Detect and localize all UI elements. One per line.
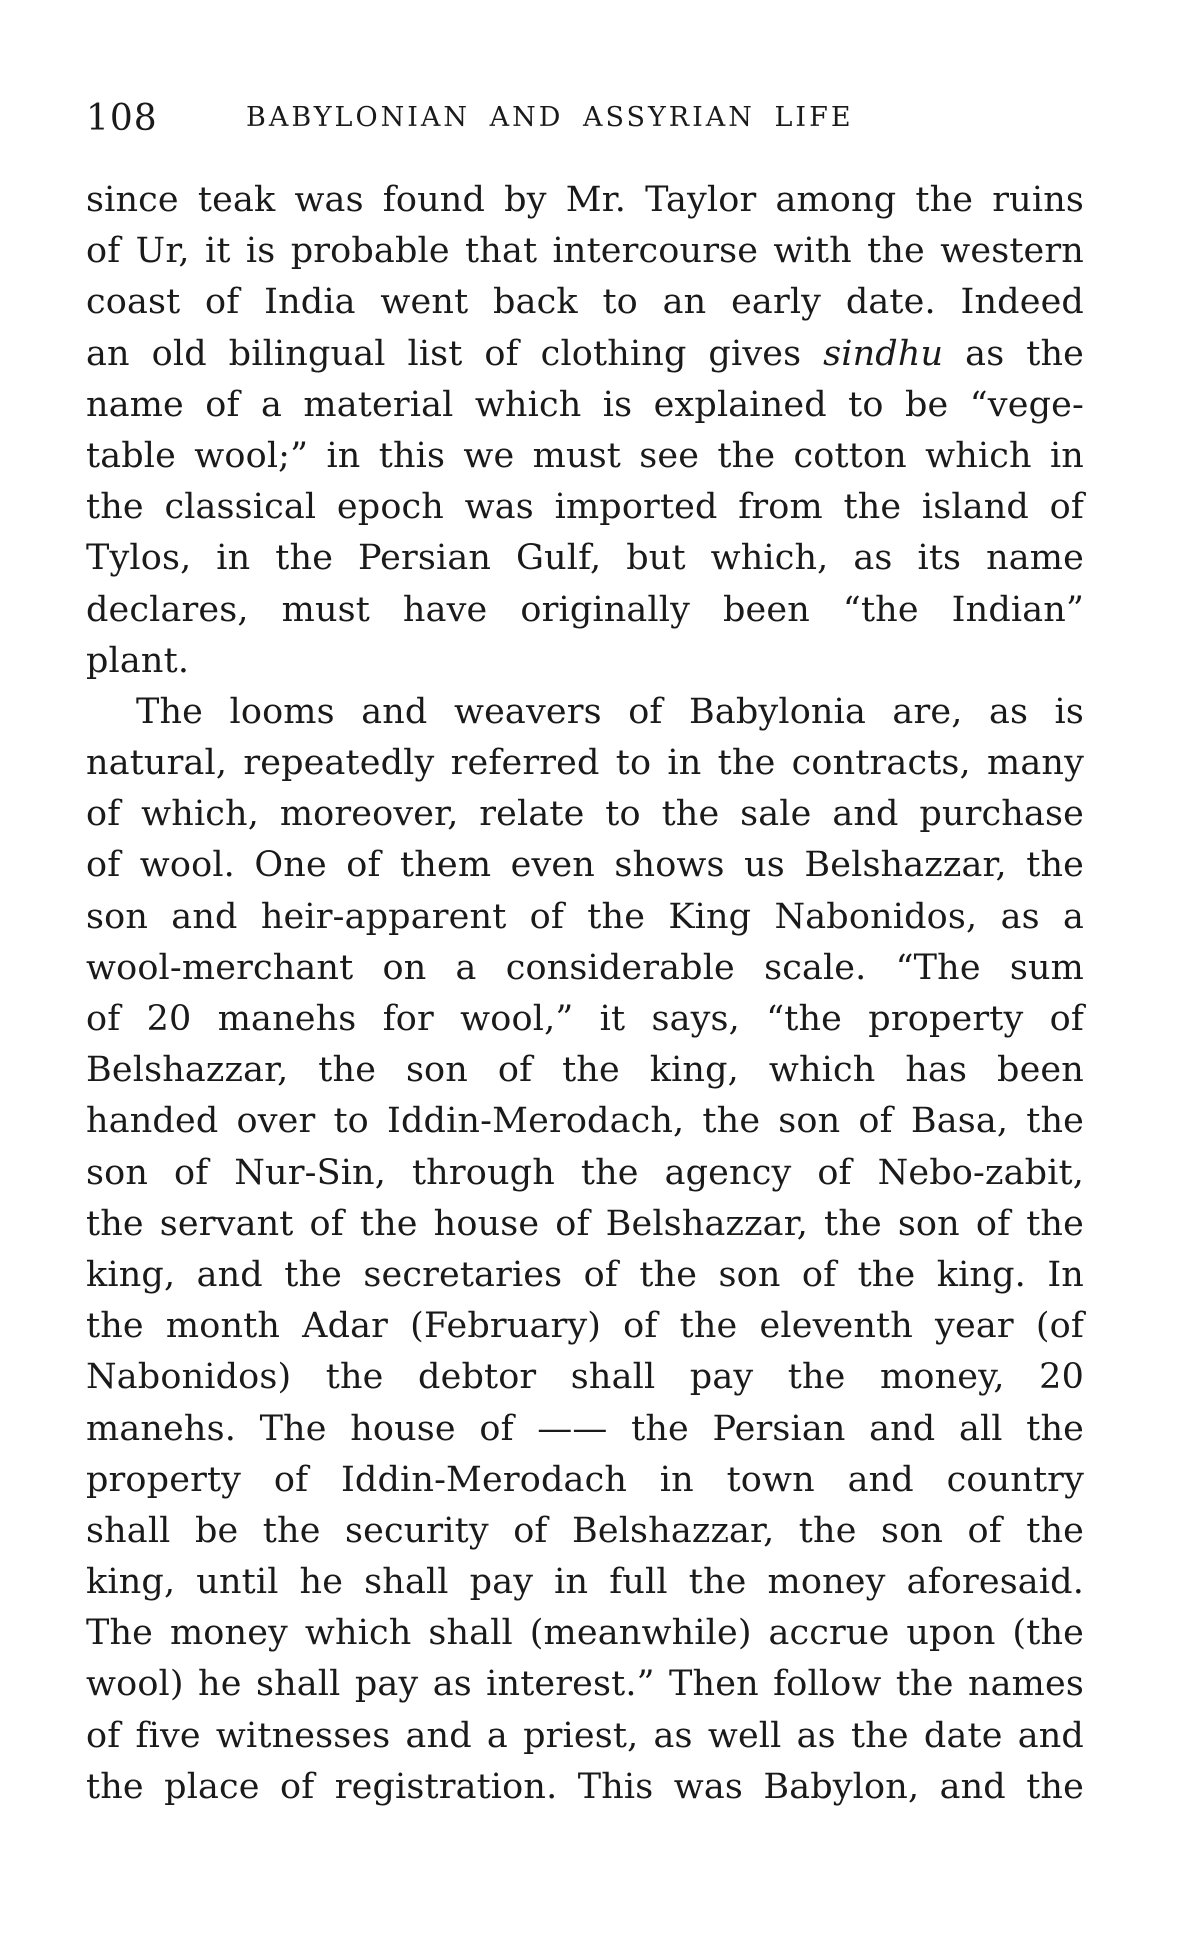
text-run: wool-merchant on a considerable scale. “The sum xyxy=(86,947,1084,988)
text-line xyxy=(86,1506,1084,1557)
text-run: Nabonidos) the debtor shall pay the money, 20 xyxy=(86,1357,1084,1398)
text-run: the servant of the house of Belshazzar, the son of the xyxy=(86,1203,1084,1244)
text-run: name of a material which is explained to be “vege- xyxy=(86,384,1084,425)
text-run: since teak was found by Mr. Taylor among the ruins xyxy=(86,180,1084,220)
text-run: of Ur, it is probable that intercourse with the western xyxy=(86,231,1084,272)
text-run: table wool;” in this we must see the cotton which in xyxy=(86,435,1084,476)
text-line xyxy=(86,1148,1084,1199)
text-line xyxy=(86,1096,1084,1147)
text-run: coast of India went back to an early date. Indeed xyxy=(86,282,1084,323)
text-line xyxy=(86,840,1084,891)
running-head: BABYLONIAN AND ASSYRIAN LIFE xyxy=(246,102,854,133)
text-line xyxy=(86,1404,1084,1455)
text-line xyxy=(86,1557,1084,1608)
text-line xyxy=(86,431,1084,482)
text-run: plant. xyxy=(86,640,190,681)
text-line xyxy=(86,380,1084,431)
text-run: Tylos, in the Persian Gulf, but which, as its name xyxy=(86,538,1084,579)
text-run: son of Nur-Sin, through the agency of Nebo-zabit, xyxy=(86,1152,1084,1193)
text-run: as the xyxy=(943,333,1085,374)
text-line xyxy=(86,533,1084,584)
text-run: shall be the security of Belshazzar, the son of the xyxy=(86,1510,1084,1551)
text-line xyxy=(86,1250,1084,1301)
text-line xyxy=(86,943,1084,994)
text-line xyxy=(86,738,1084,789)
text-run: the month Adar (February) of the eleventh year (of xyxy=(86,1306,1084,1347)
text-run: The looms and weavers of Babylonia are, as is xyxy=(136,691,1084,732)
text-run: of 20 manehs for wool,” it says, “the property of xyxy=(86,999,1084,1039)
text-run: natural, repeatedly referred to in the contracts, many xyxy=(86,743,1084,784)
italic-term: sindhu xyxy=(823,333,944,374)
text-run: son and heir-apparent of the King Nabonidos, as a xyxy=(86,896,1084,937)
text-run: king, until he shall pay in full the money aforesaid. xyxy=(86,1562,1084,1603)
page-header xyxy=(86,98,1086,148)
text-line xyxy=(86,482,1084,533)
text-line xyxy=(86,789,1084,840)
text-line xyxy=(86,1455,1084,1506)
page-number: 108 xyxy=(86,98,158,139)
text-line xyxy=(86,1301,1084,1352)
text-run: property of Iddin-Merodach in town and country xyxy=(86,1459,1084,1500)
text-line xyxy=(86,687,1084,738)
text-run: of wool. One of them even shows us Belshazzar, the xyxy=(86,845,1084,886)
text-line xyxy=(86,1608,1084,1659)
text-run: wool) he shall pay as interest.” Then follow the names xyxy=(86,1664,1084,1705)
text-run: declares, must have originally been “the Indian” xyxy=(86,589,1084,630)
text-run: Belshazzar, the son of the king, which has been xyxy=(86,1050,1084,1091)
text-run: the classical epoch was imported from the island of xyxy=(86,487,1084,528)
text-line xyxy=(86,277,1084,328)
text-line xyxy=(86,1352,1084,1403)
text-line xyxy=(86,1659,1084,1710)
text-line xyxy=(86,1711,1084,1762)
text-run: The money which shall (meanwhile) accrue upon (the xyxy=(86,1613,1084,1654)
text-line xyxy=(86,892,1084,943)
text-run: the place of registration. This was Babylon, and the xyxy=(86,1766,1084,1807)
text-line xyxy=(86,636,1084,687)
text-line xyxy=(86,226,1084,277)
text-line xyxy=(86,585,1084,636)
text-run: of which, moreover, relate to the sale and purchase xyxy=(86,794,1084,835)
body-text xyxy=(86,175,1084,1813)
text-line xyxy=(86,1199,1084,1250)
text-line xyxy=(86,994,1084,1045)
text-line xyxy=(86,175,1084,226)
text-line xyxy=(86,1045,1084,1096)
text-run: king, and the secretaries of the son of the king. In xyxy=(86,1254,1084,1295)
text-line xyxy=(86,329,1084,380)
text-run: of five witnesses and a priest, as well as the date and xyxy=(86,1715,1084,1756)
text-run: manehs. The house of —— the Persian and all the xyxy=(86,1408,1084,1449)
text-run: an old bilingual list of clothing gives xyxy=(86,333,824,374)
text-line xyxy=(86,1762,1084,1813)
text-run: handed over to Iddin-Merodach, the son of Basa, the xyxy=(86,1101,1084,1142)
